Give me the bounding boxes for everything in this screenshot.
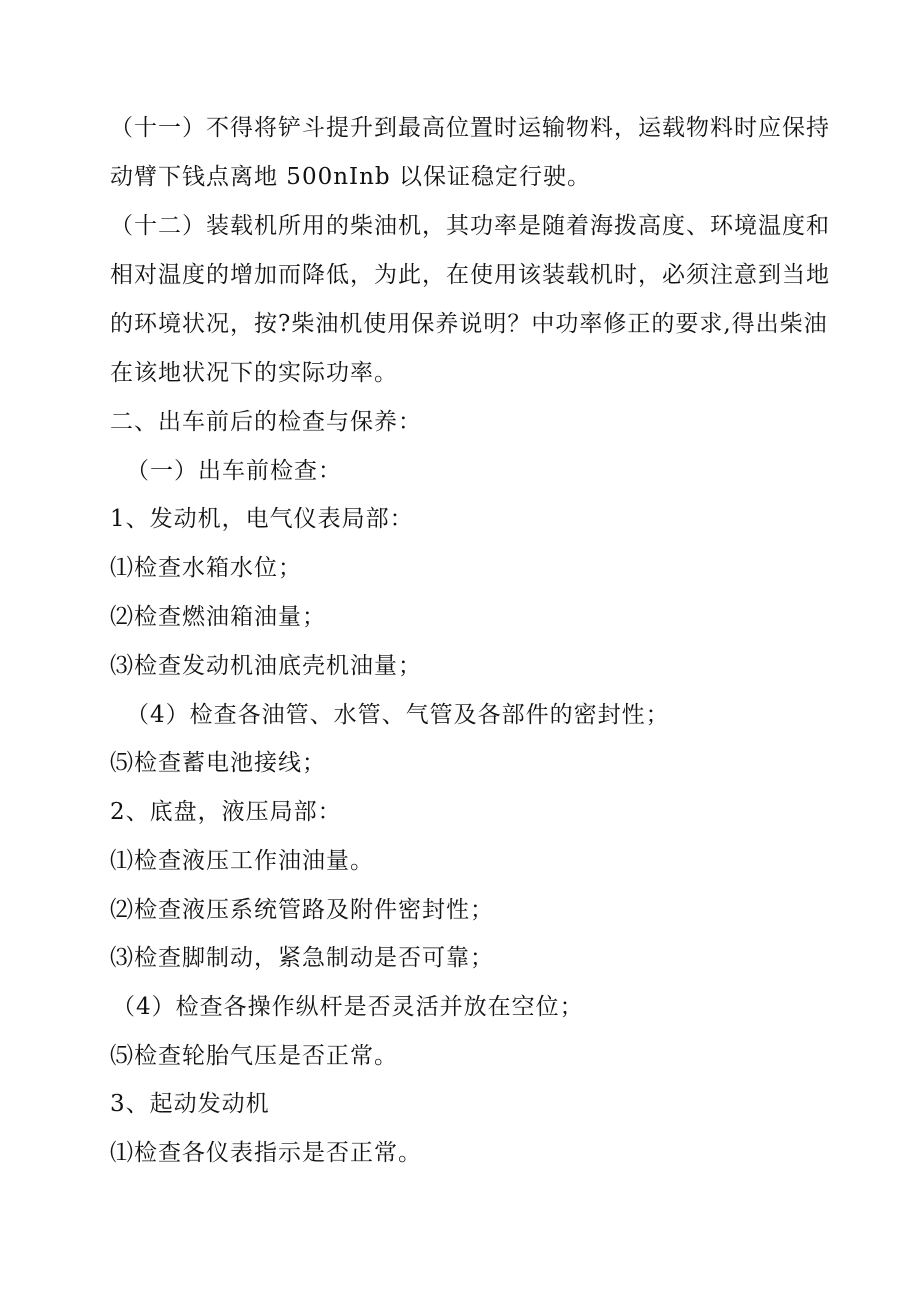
paragraph-12-line-4: 在该地状况下的实际功率。 [110,360,398,386]
list-item: ⑶检查脚制动，紧急制动是否可靠； [110,945,494,971]
item-heading-1: 1、发动机，电气仪表局部： [110,506,414,532]
list-item: ⑴检查各仪表指示是否正常。 [110,1140,422,1166]
paragraph-12-line-1: （十二）装载机所用的柴油机，其功率是随着海拨高度、环境温度和 [110,213,830,239]
section-heading-2: 二、出车前后的检查与保养： [110,409,422,435]
paragraph-12-line-3: 的环境状况，按?柴油机使用保养说明？中功率修正的要求,得出柴油 [110,311,828,337]
list-item: （4）检查各油管、水管、气管及各部件的密封性； [126,702,670,728]
item-heading-2: 2、底盘，液压局部： [110,799,342,825]
list-item: ⑴检查水箱水位； [110,555,302,581]
item-heading-3: 3、起动发动机 [110,1091,270,1117]
paragraph-12-line-2: 相对温度的增加而降低，为此，在使用该装载机时，必须注意到当地 [110,262,830,288]
list-item: ⑴检查液压工作油油量。 [110,848,374,874]
list-item: ⑵检查燃油箱油量； [110,604,326,630]
paragraph-11-line-1: （十一）不得将铲斗提升到最高位置时运输物料，运载物料时应保持 [110,115,830,141]
list-item: ⑶检查发动机油底壳机油量； [110,653,422,679]
list-item: ⑸检查蓄电池接线； [110,750,326,776]
list-item: （4）检查各操作纵杆是否灵活并放在空位； [112,994,584,1020]
paragraph-11-line-2: 动臂下钱点离地 500nInb 以保证稳定行驶。 [110,164,591,190]
subsection-heading-1: （一）出车前检查： [126,458,342,484]
list-item: ⑵检查液压系统管路及附件密封性； [110,897,494,923]
list-item: ⑸检查轮胎气压是否正常。 [110,1043,398,1069]
